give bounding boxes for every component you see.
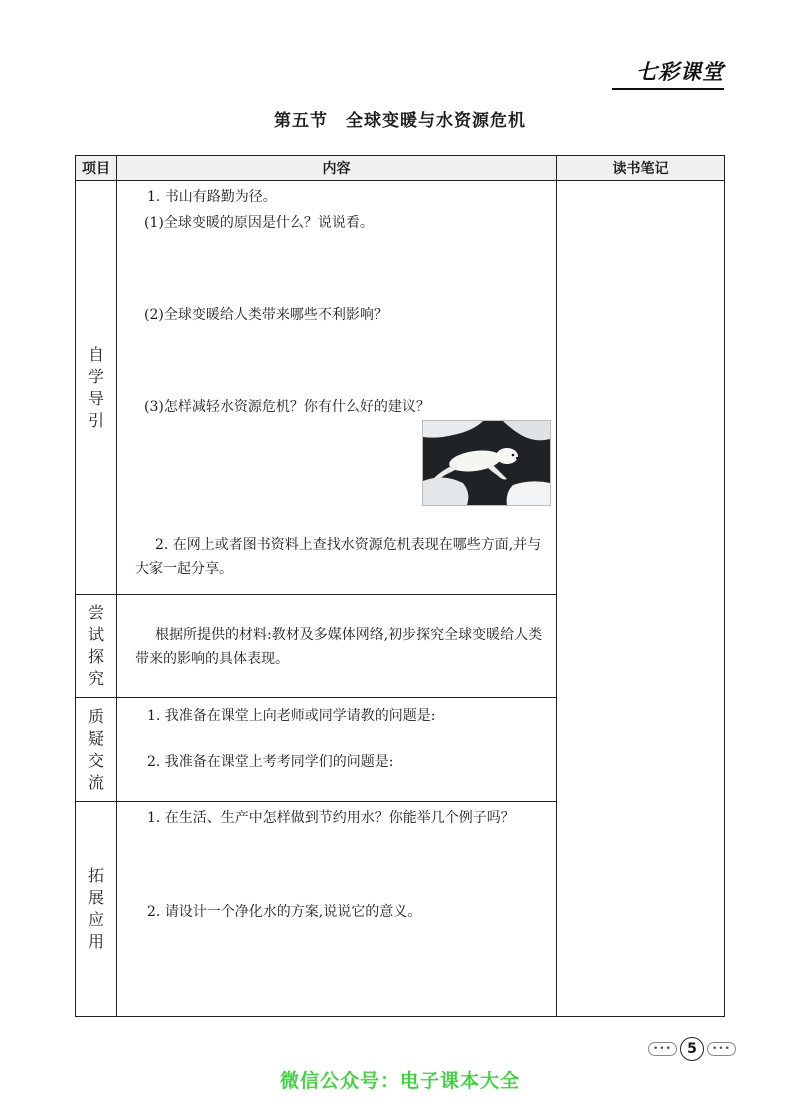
brand-logo	[636, 52, 724, 86]
header-item: 项目	[76, 156, 117, 181]
row-content-cell	[117, 698, 557, 802]
watermark: 微信公众号：电子课本大全	[279, 1070, 520, 1092]
row-label: 尝试探究	[87, 603, 104, 688]
content-line: (1)全球变暖的原因是什么？说说看。	[144, 215, 374, 231]
row-label-cell	[76, 802, 117, 1017]
header-content: 内容	[117, 156, 557, 181]
row-label-cell	[76, 595, 117, 698]
page-number-badge	[648, 1037, 736, 1061]
decor-dots-left: •••	[648, 1042, 677, 1056]
content-paragraph: 根据所提供的材料:教材及多媒体网络,初步探究全球变暖给人类带来的影响的具体表现。	[135, 627, 543, 667]
row-content-cell	[117, 181, 557, 595]
content-line: (3)怎样减轻水资源危机？你有什么好的建议？	[144, 399, 430, 415]
study-table	[75, 155, 725, 1017]
row-content-cell	[117, 802, 557, 1017]
row-label-cell	[76, 181, 117, 595]
content-line: 2. 我准备在课堂上考考同学们的问题是:	[147, 754, 394, 770]
brand-underline	[612, 88, 724, 90]
polar-bear-image	[423, 421, 550, 505]
table-row-self-study	[76, 181, 725, 595]
header-notes: 读书笔记	[557, 156, 725, 181]
polar-bear-photo	[422, 420, 551, 506]
row-label: 质疑交流	[87, 706, 104, 792]
row-label: 自学导引	[87, 344, 104, 430]
brand-text: 七彩课堂	[636, 60, 724, 84]
content-line: 1. 书山有路勤为径。	[147, 189, 277, 205]
content-paragraph: 2. 在网上或者图书资料上查找水资源危机表现在哪些方面,并与大家一起分享。	[135, 537, 542, 577]
row-content-cell	[117, 595, 557, 698]
row-label: 拓展应用	[87, 866, 104, 951]
table-header-row	[76, 156, 725, 181]
page-title: 第五节 全球变暖与水资源危机	[274, 111, 526, 131]
page-number: 5	[680, 1037, 704, 1061]
notes-cell	[557, 181, 725, 1017]
content-line: 1. 我准备在课堂上向老师或同学请教的问题是:	[147, 708, 436, 724]
decor-dots-right: •••	[707, 1042, 736, 1056]
content-line: 1. 在生活、生产中怎样做到节约用水？你能举几个例子吗？	[147, 810, 515, 826]
content-line: (2)全球变暖给人类带来哪些不利影响？	[144, 307, 388, 323]
content-line: 2. 请设计一个净化水的方案,说说它的意义。	[147, 904, 422, 920]
row-label-cell	[76, 698, 117, 802]
